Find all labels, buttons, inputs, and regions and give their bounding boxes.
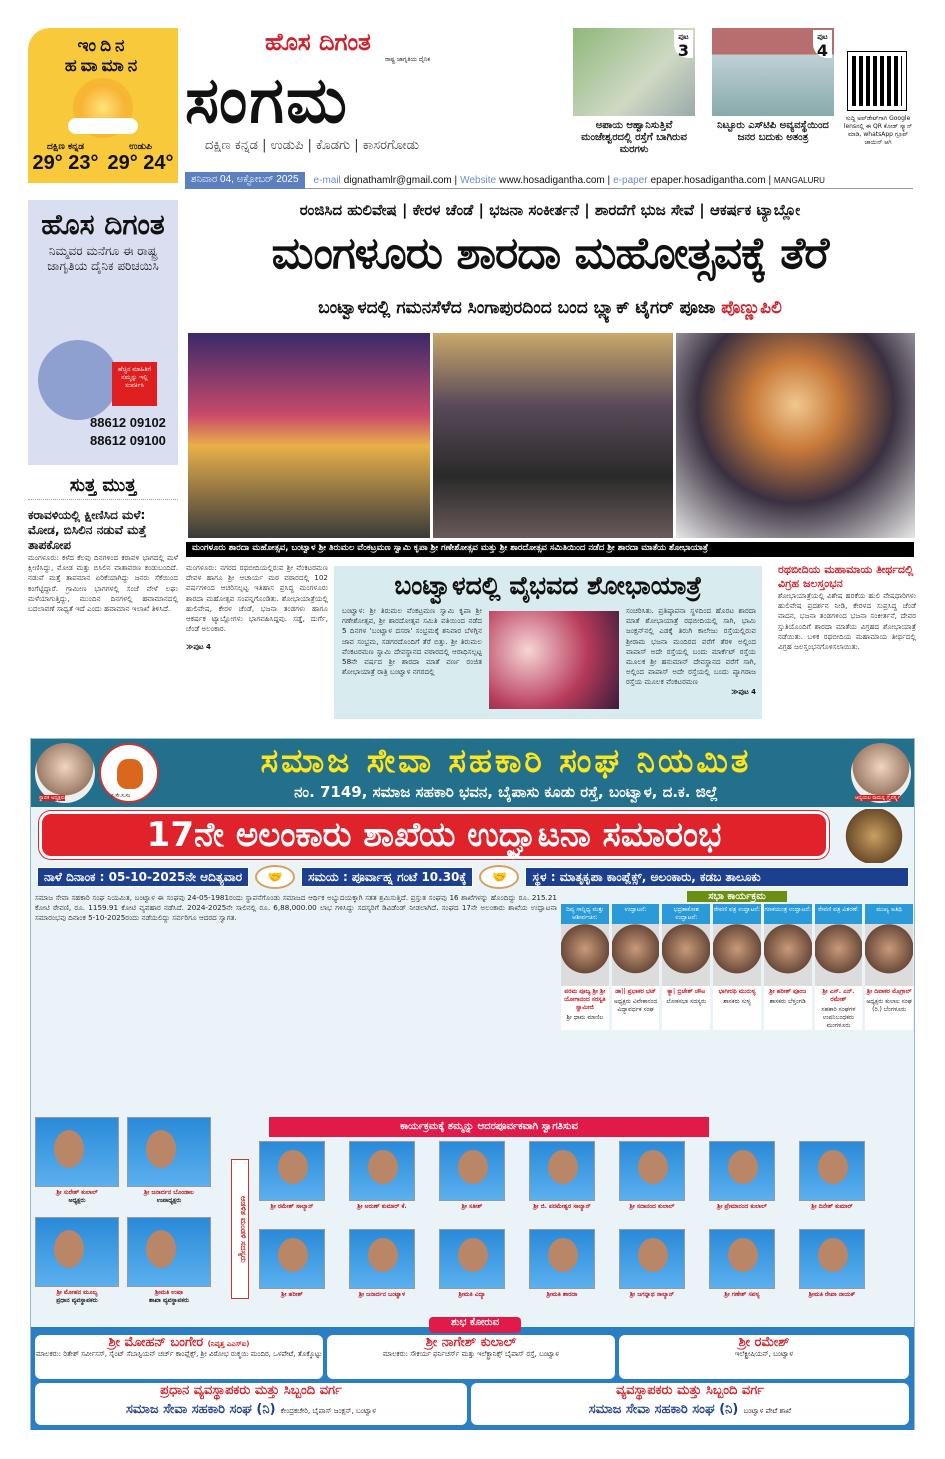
official-name: ಶ್ರೀಮತಿ ಉಷಾ — [154, 1289, 183, 1296]
org-name: ಸಮಾಜ ಸೇವಾ ಸಹಕಾರಿ ಸಂಘ ನಿಯಮಿತ — [260, 741, 752, 780]
director-card — [439, 1229, 505, 1299]
director-name: ಶ್ರೀಮತಿ ಶಾರದಾ — [546, 1291, 578, 1298]
director-card — [529, 1229, 595, 1299]
programme-guests — [561, 891, 913, 1030]
phone-number: 88612 09102 — [90, 415, 166, 430]
founder-portrait — [851, 743, 911, 803]
separator: | — [451, 174, 458, 186]
dateline — [185, 172, 913, 189]
cloud-icon — [68, 118, 138, 134]
director-photo — [619, 1229, 685, 1289]
director-photo — [529, 1141, 595, 1201]
weather-region — [32, 142, 98, 175]
teaser-page-3[interactable] — [573, 28, 695, 168]
page-badge — [813, 30, 832, 58]
portrait-label: ಆದ್ಯಯಲ ರಾಮನ್ನ ಗ್ರೈನರ್ಸ್ಕ್ಸ — [855, 795, 901, 801]
guest-role: ಮುಖ್ಯ ಅತಿಥಿ — [865, 904, 913, 924]
guest-card — [764, 904, 812, 1030]
official-role: ಶಾಖಾ ವ್ಯವಸ್ಥಾಪಕರು — [148, 1297, 190, 1304]
weather-title-line: ಹವಾಮಾನ — [64, 56, 142, 76]
org-address: ನಂ. 7149, ಸಮಾಜ ಸಹಕಾರಿ ಭವನ, ಬೈಪಾಸು ಕೂಡು ರಸ್ತೆ, ಬಂಟ್ವಾಳ, ದ.ಕ. ಜಿಲ್ಲೆ — [294, 783, 718, 801]
director-photo — [259, 1141, 325, 1201]
qr-caption: ಸುದ್ದಿ ಅಪ್‌ಡೇಟ್‌ಗಾಗಿ Google lensನಲ್ಲಿ ಈ QR ಕೋಡ್ ಸ್ಕ್ಯಾನ್ ಮಾಡಿ, whatsApp ಗ್ರೂಪ್ ಜಾಯಿನ್ ಆಗಿ — [843, 115, 913, 146]
region-name: ಉಡುಪಿ — [129, 142, 152, 152]
guest-photo — [865, 924, 913, 986]
official-photo — [35, 1217, 119, 1287]
teaser-photo — [712, 28, 834, 116]
qr-code[interactable] — [848, 52, 906, 110]
official-name: ಶ್ರೀ ಸುರೇಶ್ ಕುಲಾಲ್ — [56, 1189, 98, 1196]
director-name: ಶ್ರೀಮತಿ ರೇಖಾ ನಾಯಕ್ — [808, 1291, 856, 1298]
event-time: ಸಮಯ : ಪೂರ್ವಾಹ್ನ ಗಂಟೆ 10.30ಕ್ಕೆ — [301, 867, 473, 887]
epaper-label: e-paper — [613, 174, 648, 186]
lead-subhead — [185, 296, 915, 320]
guest-card — [865, 904, 913, 1030]
section-logo: ಸುತ್ತ ಮುತ್ತ — [28, 475, 178, 500]
story-column — [626, 606, 756, 697]
story-headline: ರಥಬೀದಿಯ ಮಹಾಮಾಯ ತೀರ್ಥದಲ್ಲಿ ವಿಗ್ರಹ ಜಲಸ್ತಂಭನ — [778, 563, 914, 590]
masthead-regions: ದಕ್ಷಿಣ ಕನ್ನಡ | ಉಡುಪಿ | ಕೊಡಗು | ಕಾಸರಗೋಡು — [205, 138, 420, 153]
director-name: ಶ್ರೀ ಪ್ರೇಮಾನಂದ ಕುಲಾಲ್ — [717, 1203, 767, 1210]
staff-box — [471, 1383, 909, 1425]
guest-photo — [764, 924, 812, 986]
guest-card — [713, 904, 761, 1030]
director-card — [709, 1141, 775, 1211]
welcome-banner: ಕಾರ್ಯಕ್ರಮಕ್ಕೆ ತಮ್ಮನ್ನು ಆದರಪೂರ್ವಕವಾಗಿ ಸ್ವಾಗತಿಸುವ — [269, 1117, 709, 1137]
staff-title: ಪ್ರಧಾನ ವ್ಯವಸ್ಥಾಪಕರು ಮತ್ತು ಸಿಬ್ಬಂದಿ ವರ್ಗ — [160, 1383, 342, 1398]
email-link[interactable]: dignathamlr@gmail.com — [343, 174, 452, 186]
board-label: ಆಡಳಿತ ಮಂಡಳಿ ಸದಸ್ಯರು — [231, 1159, 249, 1299]
subscribe-ad[interactable] — [28, 200, 178, 465]
sponsor-name: ಶ್ರೀ ರಮೇಶ್ — [738, 1335, 790, 1350]
guest-name: ಡಾ|| ಪ್ರಭಾಕರ ಭಟ್ — [615, 988, 656, 995]
director-name: ಶ್ರೀ ಜಿ. ಪರಮೇಶ್ವರ ಸಾಲ್ಯಾನ್ — [533, 1203, 591, 1210]
guest-photo — [561, 924, 609, 986]
teaser-photo — [573, 28, 695, 116]
page-badge — [674, 30, 693, 58]
guest-role: ಭದ್ರತಾಕೋಶ ಉದ್ಘಾಟನೆ: — [662, 904, 710, 924]
director-photo — [349, 1141, 415, 1201]
guest-desc: ಶ್ರೀ ಧಾಮ ಮಾಣಿಲ — [566, 1014, 604, 1021]
official-photo — [127, 1217, 211, 1287]
director-name: ಶ್ರೀ ಜನಾರ್ದನ ಬಂಟ್ವಾಳ — [358, 1291, 406, 1298]
date: ಶನಿವಾರ 04, ಅಕ್ಟೋಬರ್ 2025 — [185, 172, 305, 189]
society-emblem — [99, 743, 159, 803]
website-link[interactable]: www.hosadigantha.com — [499, 174, 605, 186]
guest-name: ಶ್ರೀ ಹರೀಶ್ ಪೂಂಜ — [769, 988, 807, 995]
director-name: ಶ್ರೀ ಸತೀಶ್ — [461, 1203, 483, 1210]
guest-card — [561, 904, 609, 1030]
staff-location: ಕೇಂದ್ರಕಚೇರಿ, ಬೈಪಾಸ್ ಜಂಕ್ಷನ್, ಬಂಟ್ವಾಳ — [280, 1407, 376, 1415]
photo-caption: ಮಂಗಳೂರು ಶಾರದಾ ಮಹೋತ್ಸವ, ಬಂಟ್ವಾಳ ಶ್ರೀ ತಿರುಮಲ ವೆಂಕಟ್ರಮಣ ಸ್ವಾಮಿ ಕೃಪಾ ಶ್ರೀ ಗಣೇಶೋತ್ಸವ ಮತ್ತು ಶ್ರೀ ಶಾರದೋತ್ಸವ ಸಮಿತಿಯಿಂದ ನಡೆದ ಶ್ರೀ ಶಾರದಾ ಮಾತೆಯ ಶೋಭಾಯಾತ್ರೆ — [186, 542, 914, 557]
director-name: ಶ್ರೀ ಗಣೇಶ್ ಸಪಳ್ಯ — [724, 1291, 760, 1298]
director-photo — [799, 1229, 865, 1289]
official-role: ಪ್ರಧಾನ ವ್ಯವಸ್ಥಾಪಕರು — [56, 1297, 98, 1304]
bantwal-story — [334, 566, 762, 719]
guest-photo — [713, 924, 761, 986]
handshake-icon: 🤝 — [255, 865, 295, 889]
guest-name: ಶ್ರೀ ಎಸ್. ಎನ್. ರಮೇಶ್ — [822, 988, 855, 1003]
guest-desc: ಅಧ್ಯಕ್ಷರು ವಿವೇಕಾನಂದ ವಿದ್ಯಾವರ್ಧಕ ಸಂಘ — [613, 998, 658, 1013]
teaser-page-4[interactable] — [712, 28, 834, 168]
story-headline: ಬಂಟ್ವಾಳದಲ್ಲಿ ವೈಭವದ ಶೋಭಾಯಾತ್ರೆ — [394, 571, 702, 600]
sponsor-desc: ಇಲೆಕ್ಟ್ರೀಷಿಯನ್, ಬಂಟ್ವಾಳ — [734, 1350, 794, 1358]
cyclist-illustration — [38, 340, 118, 420]
guest-desc: ಲೋಕಸಭಾ ಸದಸ್ಯರು — [666, 998, 707, 1005]
event-banner: 17ನೇ ಅಲಂಕಾರು ಶಾಖೆಯ ಉದ್ಘಾಟನಾ ಸಮಾರಂಭ — [39, 811, 829, 859]
director-card — [529, 1141, 595, 1211]
staff-title: ವ್ಯವಸ್ಥಾಪಕರು ಮತ್ತು ಸಿಬ್ಬಂದಿ ವರ್ಗ — [615, 1383, 764, 1398]
director-card — [619, 1141, 685, 1211]
director-photo — [439, 1229, 505, 1289]
story-photo — [489, 611, 619, 709]
official-card — [35, 1117, 119, 1205]
director-card — [619, 1229, 685, 1299]
subhead-highlight: ಪೊಣ್ಣುಪಿಲಿ — [721, 298, 782, 318]
right-story — [778, 563, 916, 652]
teaser-headline: ಅಪಾಯ ಆಹ್ವಾನಿಸುತ್ತಿವೆ ಮಂಜೇಶ್ವರದಲ್ಲಿ ರಸ್ತೆಗೆ ಬಾಗಿರುವ ಮರಗಳು — [581, 120, 687, 155]
weather-box — [28, 28, 178, 183]
director-name: ಶ್ರೀ ಸದಾನಂದ ಕುಲಾಲ್ — [629, 1203, 675, 1210]
official-card — [127, 1117, 211, 1205]
sponsor-box — [619, 1335, 909, 1379]
staff-org: ಸಮಾಜ ಸೇವಾ ಸಹಕಾರಿ ಸಂಘ (ನಿ) — [126, 1402, 276, 1417]
phone-number: 88612 09100 — [90, 433, 166, 448]
director-name: ಶ್ರೀ ರಮೇಶ್ ಸಾಲ್ಯಾನ್ — [270, 1203, 314, 1210]
lead-photo-3 — [676, 333, 915, 538]
director-photo — [799, 1141, 865, 1201]
director-photo — [259, 1229, 325, 1289]
guest-desc: ಶಾಸಕರು ಸುಳ್ಯ — [723, 998, 751, 1005]
staff-box — [35, 1383, 467, 1425]
masthead-title: ಸಂಗಮ — [185, 64, 349, 138]
suttamutta-column — [28, 475, 178, 614]
guest-desc: ಅಧ್ಯಕ್ಷರು ಕುಲಾಲ ಸಂಘ (ರಿ.) ಬೆಂಗಳೂರು — [866, 998, 912, 1013]
official-role: ಅಧ್ಯಕ್ಷರು — [68, 1197, 86, 1204]
sponsor-note: (ನಿವೃತ್ತ ಎಎಸ್‌ಐ) — [207, 1340, 250, 1348]
event-venue: ಸ್ಥಳ : ಮಾತೃಕೃಪಾ ಕಾಂಪ್ಲೆಕ್ಸ್, ಅಲಂಕಾರು, ಕಡಬ ತಾಲೂಕು — [525, 867, 909, 887]
sponsor-box — [35, 1335, 323, 1379]
ad-body-text: ಸಮಾಜ ಸೇವಾ ಸಹಕಾರಿ ಸಂಘ ನಿಯಮಿತ, ಬಂಟ್ವಾಳ ಈ ಸಂಘವು 24-05-1981ರಂದು ಸ್ಥಾಪನೆಗೊಂಡು ಸಮಾಜದ ಆರ್ಥಿಕ ಅಭ್ಯುದಯಕ್ಕಾಗಿ ಸತತ ಶ್ರಮಿಸುತ್ತಿದೆ. ಪ್ರಸ್ತುತ ಸಂಘವು 16 ಶಾಖೆಗಳನ್ನು ಹೊಂದಿದ್ದು ರೂ. 215.21 ಕೋಟಿ ಠೇವಣಿ, ರೂ. 1159.91 ಕೋಟಿ ವ್ಯವಹಾರ ನಡೆಸಿದೆ. 2024-2025ನೇ ಸಾಲಿನಲ್ಲಿ ರೂ. 6,88,000.00 ಲಾಭ ಗಳಿಸಿದ್ದು ಸದಸ್ಯರಿಗೆ ಡಿವಿಡೆಂಡ್ ನೀಡಲಾಗಿದೆ. ಸಂಘದ 17ನೇ ಅಲಂಕಾರು ಶಾಖೆಯ ಉದ್ಘಾಟನಾ ಸಮಾರಂಭವು ದಿನಾಂಕ 5-10-2025ರಂದು ನಡೆಯಲಿದ್ದು ಸರ್ವರಿಗೂ ಆದರದ ಸ್ವಾಗತ. — [35, 893, 557, 923]
greeting-label: ಶುಭ ಕೋರುವ — [429, 1317, 521, 1333]
guest-photo — [815, 924, 863, 986]
director-card — [799, 1141, 865, 1211]
masthead-tagline: ರಾಷ್ಟ್ರ ಜಾಗೃತಿಯ ದೈನಿಕ — [385, 56, 431, 63]
director-card — [439, 1141, 505, 1211]
subhead-text: ಬಂಟ್ವಾಳದಲ್ಲಿ ಗಮನಸೆಳೆದ ಸಿಂಗಾಪುರದಿಂದ ಬಂದ ಬ್ಲ್ಯಾಕ್ ಟೈಗರ್ ಪೂಜಾ — [318, 298, 716, 318]
director-photo — [709, 1141, 775, 1201]
story-body: ಮಂಗಳೂರು: ಕಳೆದ ಕೆಲವು ದಿನಗಳಿಂದ ಕರಾವಳಿ ಭಾಗದಲ್ಲಿ ಮಳೆ ಕ್ಷೀಣಿಸಿದ್ದು, ಮೋಡ ಮತ್ತು ಬಿಸಿಲಿನ ವಾತಾವರಣ ಕಂಡುಬಂದಿದೆ. ನಡುವೆ ಮತ್ತೆ ತಾಪಮಾನ ಏರಿಕೆಯಾಗಿದ್ದು ಜನರು ಸೆಕೆಯಿಂದ ಕಂಗೆಟ್ಟಿದ್ದಾರೆ. ಗ್ರಾಮೀಣ ಭಾಗಗಳಲ್ಲಿ ಸಂಜೆ ವೇಳೆ ಲಘು ಮಳೆಯಾಗುತ್ತಿದ್ದು, ಮುಂದಿನ ದಿನಗಳಲ್ಲಿ ಹವಾಮಾನದಲ್ಲಿ ಬದಲಾವಣೆ ಸಾಧ್ಯತೆ ಇದೆ ಎಂದು ಹವಾಮಾನ ಇಲಾಖೆ ತಿಳಿಸಿದೆ. — [28, 553, 178, 614]
staff-location: ಬಂಟ್ವಾಳ ಪೇಟೆ ಶಾಖೆ — [743, 1407, 792, 1415]
website-label: Website — [460, 174, 497, 186]
page-label: ಪುಟ — [678, 33, 689, 41]
sponsor-name: ಶ್ರೀ ನಾಗೇಶ್ ಕುಲಾಲ್ — [425, 1335, 517, 1350]
continued-link[interactable]: ≫ಪುಟ 4 — [731, 687, 756, 696]
page-number: 3 — [677, 41, 689, 60]
guest-desc: ಸಹಕಾರಿ ಸಂಘಗಳ ಉಪನಿಬಂಧಕರು ಮಂಗಳೂರು — [821, 1006, 856, 1029]
separator: | — [765, 174, 774, 186]
lead-story — [186, 563, 328, 653]
official-card — [127, 1217, 211, 1305]
lead-photo-2 — [433, 333, 673, 538]
director-photo — [619, 1141, 685, 1201]
director-name: ಶ್ರೀ ಜಗನ್ನಾಥ ಸಾಲ್ಯಾನ್ — [629, 1291, 675, 1298]
lamp-illustration — [836, 809, 912, 863]
director-card — [349, 1141, 415, 1211]
continued-link[interactable]: ≫ಪುಟ 4 — [186, 643, 211, 652]
guest-name: ಪರಮ ಪೂಜ್ಯ ಶ್ರೀ ಶ್ರೀ ಯೋಗಾನಂದ ಸರಸ್ವತಿ ಸ್ವಾಮೀಜಿ — [564, 988, 606, 1011]
portrait-label: ಸ್ಥಾಪಕ ಅಧ್ಯಕ್ಷರು — [39, 795, 66, 801]
weather-title-line: ಇಂದಿನ — [77, 36, 129, 56]
ad-tagline: ನಿಮ್ಮವರ ಮನೆಗೂ ಈ ರಾಷ್ಟ್ರ ಜಾಗೃತಿಯ ದೈನಿಕ ಪರಿಚಯಿಸಿ — [47, 244, 159, 273]
staff-org: ಸಮಾಜ ಸೇವಾ ಸಹಕಾರಿ ಸಂಘ (ನಿ) — [588, 1402, 739, 1417]
director-photo — [709, 1229, 775, 1289]
page-number: 4 — [816, 41, 828, 60]
director-card — [709, 1229, 775, 1299]
lead-headline: ಮಂಗಳೂರು ಶಾರದಾ ಮಹೋತ್ಸವಕ್ಕೆ ತೆರೆ — [271, 228, 829, 279]
weather-region — [107, 142, 173, 175]
guest-card — [815, 904, 863, 1030]
director-name: ಶ್ರೀಮತಿ ವಿದ್ಯಾ — [458, 1291, 486, 1298]
director-photo — [349, 1229, 415, 1289]
guest-role: ಠೇವಣಿ ಪತ್ರ ವಿತರಣೆ: — [815, 904, 863, 924]
guest-desc: ಶಾಸಕರು ಬೆಳ್ತಂಗಡಿ — [769, 998, 806, 1005]
lead-kicker: ರಂಜಿಸಿದ ಹುಲಿವೇಷ | ಕೇರಳ ಚೆಂಡೆ | ಭಜನಾ ಸಂಕೀರ್ತನೆ | ಶಾರದೆಗೆ ಭುಜ ಸೇವೆ | ಆಕರ್ಷಕ ಟ್ಯಾಬ್ಲೋ — [299, 201, 801, 219]
story-body: ಸಂಚರಿಸಿತು. ಪ್ರತಿಷ್ಠಾಪನಾ ಸ್ಥಳದಿಂದ ಹೊರಟ ಶಾರದಾ ಮಾತೆ ಶೋಭಾಯಾತ್ರೆ ರಥಬೀದಿಯಲ್ಲಿ ಸಾಗಿ, ಭಾಮಿ ಜಂಕ್ಷನ್‌ನಲ್ಲಿ ಎಡಕ್ಕೆ ತಿರುಗಿ ಕಾಲೇಜು ರಸ್ತೆಯಲ್ಲಿರುವ ಶ್ರೀರಾಮ ಭಜನಾ ಮಂದಿರದ ವರೆಗೆ ತೆರಳಿ ಅಲ್ಲಿಂದ ವಾಪಾಸ್ ಅದೇ ರಸ್ತೆಯಲ್ಲಿ ಬಂದು ಮಾರ್ಕೆಟ್ ರಸ್ತೆಯ ಮೂಲಕ ಶ್ರೀ ಹನುಮಾನ್ ದೇವಸ್ಥಾನದ ವರೆಗೆ ಸಾಗಿ, ಅಲ್ಲಿಂದ ವಾಪಾಸ್ ಅದೇ ರಸ್ತೆಯಲ್ಲಿ ಬಂದು ಪ್ಯಾಗರಾಜ ರಸ್ತೆಯ ಮೂಲಕ ವೆಂಕಟರಮಣ — [626, 606, 756, 687]
official-card — [35, 1217, 119, 1305]
weather-title — [28, 36, 178, 76]
guest-role: ಗಣಕಯಂತ್ರ ಉದ್ಘಾಟನೆ: — [764, 904, 812, 924]
official-photo — [35, 1117, 119, 1187]
programme-title: ಸಭಾ ಕಾರ್ಯಕ್ರಮ — [687, 891, 787, 902]
region-temps: 29° 24° — [107, 152, 174, 174]
ad-logo: ಹೊಸ ದಿಗಂತ — [41, 208, 165, 241]
director-photo — [439, 1141, 505, 1201]
sponsor-desc: ಮಾಲಕರು: ರಿತೇಶ್ ಸರ್ವೀಸಸ್, ಸೈಂಟ್ ಸೆಬಾಸ್ಟಿಯನ್ ಚರ್ಚ್ ಕಾಂಪ್ಲೆಕ್ಸ್, ಶ್ರೀ ವಿಠೋಭ ರುಕ್ಮಯಿ ಮಂದಿರ, ಒಳಪೇಟೆ, ತೊಕ್ಕೊಟ್ಟು — [35, 1350, 323, 1358]
guest-name: ಕ್ಯಾ| ಬ್ರಿಜೇಶ್ ಚೌಟ — [667, 988, 706, 995]
ad-header — [31, 739, 914, 807]
director-name: ಶ್ರೀ ಹರೀಶ್ — [281, 1291, 303, 1298]
guest-list — [561, 904, 913, 1030]
event-info-bar — [37, 865, 909, 889]
guest-photo — [662, 924, 710, 986]
teaser-headline: ನಿಟ್ಟೂರು ಎಸ್‌ಟಿಪಿ ಅವ್ಯವಸ್ಥೆಯಿಂದ ಜನರ ಬದುಕು ಅತಂತ್ರ — [717, 120, 829, 143]
emblem-label: ಸ.ಸೇ.ಸ.ಸಂ — [111, 793, 131, 799]
director-card — [259, 1141, 325, 1211]
guest-role: ಉದ್ಘಾಟನೆ: — [612, 904, 660, 924]
guest-role: ದಿವ್ಯ ಸಾನ್ನಿಧ್ಯ ಮತ್ತು ಆಶೀರ್ವಚನ: — [561, 904, 609, 924]
guest-name: ಶ್ರೀ ದಿವಾಕರ ಮೊಗ್ರಾಲ್ — [866, 988, 912, 995]
director-card — [259, 1229, 325, 1299]
masthead-top-logo: ಹೊಸ ದಿಗಂತ — [265, 28, 371, 56]
official-name: ಶ್ರೀ ಜನಾರ್ದನ ಬೊಂಡಾಲ — [144, 1189, 194, 1196]
story-body: ಬಂಟ್ವಾಳ: ಶ್ರೀ ತಿರುಮಲ ವೆಂಕಟ್ರಮಣ ಸ್ವಾಮಿ ಕೃಪಾ ಶ್ರೀ ಗಣೇಶೋತ್ಸವ, ಶ್ರೀ ಶಾರದೋತ್ಸವ ಸಮಿತಿ ವತಿಯಿಂದ ನಡೆದ 5 ದಿನಗಳ 'ಬಂಟ್ವಾಳ ದಸರಾ' ಸಂಭ್ರಮಕ್ಕೆ ಶನಿವಾರ ಬೆಳಗ್ಗಿನ ಜಾವ ಸಂಭ್ರಮ, ಸಡಗರದೊಂದಿಗೆ ತೆರೆ ಬಿತ್ತು. ಶ್ರೀ ತಿರುಮಲ ವೆಂಕಟರಮಣ ಸ್ವಾಮಿ ದೇವಸ್ಥಾನದ ವಠಾರದಲ್ಲಿ ಆರಾಧಿಸಲ್ಪಟ್ಟ 58ನೇ ವರ್ಷದ ಶ್ರೀ ಶಾರದಾ ಮಾತೆ ವರ್ಣ ರಂಜಿತ ಶೋಭಾಯಾತ್ರೆ ರಾತ್ರಿ ಬಂಟ್ವಾಳ ನಗರದಲ್ಲಿ — [342, 606, 482, 677]
region-name: ದಕ್ಷಿಣ ಕನ್ನಡ — [47, 142, 84, 152]
greetings-section — [31, 1327, 914, 1430]
ad-contact-label: ಹೆಚ್ಚಿನ ಮಾಹಿತಿಗೆ ನಮ್ಮನ್ನು ಇಲ್ಲಿ ಸಂಪರ್ಕಿಸಿ — [112, 362, 157, 406]
masthead — [185, 28, 565, 168]
cooperative-advertisement — [30, 738, 915, 1430]
guest-card — [612, 904, 660, 1030]
director-name: ಶ್ರೀ ದಿನೇಶ್ ಕುಮಾರ್ — [811, 1203, 853, 1210]
edition-city: MANGALURU — [773, 175, 825, 185]
page-label: ಪುಟ — [817, 33, 828, 41]
lead-photo-1 — [188, 333, 430, 538]
epaper-link[interactable]: epaper.hosadigantha.com — [650, 174, 766, 186]
founder-portrait — [35, 743, 95, 803]
guest-name: ಭಾಗೀರಥಿ ಮುರುಳ್ಯ — [718, 988, 756, 995]
region-temps: 29° 23° — [32, 152, 99, 174]
guest-role: ಠೇವಣಿ ಪತ್ರ ಉದ್ಘಾಟನೆ: — [713, 904, 761, 924]
official-photo — [127, 1117, 211, 1187]
handshake-icon: 🤝 — [479, 865, 519, 889]
event-date: ನಾಳೆ ದಿನಾಂಕ : 05-10-2025ನೇ ಆದಿತ್ಯವಾರ — [37, 867, 249, 887]
sponsor-box — [327, 1335, 615, 1379]
official-name: ಶ್ರೀ ಮೋಹನ ಮೂಲ್ಯ — [56, 1289, 98, 1296]
guest-photo — [612, 924, 660, 986]
director-card — [799, 1229, 865, 1299]
email-label: e-mail — [313, 174, 341, 186]
sponsor-name: ಶ್ರೀ ಮೋಹನ್ ಬಂಗೇರ — [108, 1335, 204, 1350]
director-name: ಶ್ರೀ ಅರುಣ್ ಕುಮಾರ್ ಕೆ. — [357, 1203, 407, 1210]
director-card — [349, 1229, 415, 1299]
sponsor-desc: ಮಾಲಕರು: ಸೌಕರ್ಯ ಫರ್ನಿಚರ್ಸ್ ಮತ್ತು ಇಲೆಕ್ಟ್ರಾನಿಕ್ಸ್ ಬೈಪಾಸ್ ರಸ್ತೆ, ಬಂಟ್ವಾಳ — [382, 1350, 560, 1358]
guest-card — [662, 904, 710, 1030]
story-body: ಶೋಭಾಯಾತ್ರೆಯಲ್ಲಿ ವಿಶೇಷ ಹರಕೆಯ ಹುಲಿ ವೇಷಧಾರಿಗಳು ಹುಲಿವೇಷ ಪ್ರದರ್ಶನ ನೀಡಿ, ಕೇರಳದ ಸುಪ್ರಸಿದ್ಧ ಚೆಂಡೆ ವಾದನ, ಭಜನಾ ತಂಡಗಳಿಂದ ಭಜನಾ ಸಂಕೀರ್ತನೆ, ದೇವರ ಸ್ತುತಿಯೊಂದಿಗೆ ಶಾರದಾ ಮಾತೆಯ ವಿಗ್ರಹದ ಶೋಭಾಯಾತ್ರೆ ನಡೆಯಿತು. ಬಳಿಕ ರಥಬೀದಿಯ ಮಹಾಮಾಯ ತೀರ್ಥದಲ್ಲಿ ವಿಗ್ರಹ ಜಲಸ್ತಂಭನಗೊಳಿಸಲಾಯಿತು. — [778, 591, 916, 652]
story-headline: ಕರಾವಳಿಯಲ್ಲಿ ಕ್ಷೀಣಿಸಿದ ಮಳೆ: ಮೋಡ, ಬಿಸಿಲಿನ ನಡುವೆ ಮತ್ತೆ ತಾಪಕೋಪ — [28, 508, 147, 552]
director-photo — [529, 1229, 595, 1289]
story-body: ಮಂಗಳೂರು: ನಗರದ ರಥಬೀದಿಯಲ್ಲಿರುವ ಶ್ರೀ ವೆಂಕಟರಮಣ ದೇವಳ ಹಾಗೂ ಶ್ರೀ ಆಚಾರ್ಯ ಮಠ ವಠಾರದಲ್ಲಿ 102 ವರ್ಷಗಳಿಂದ ಆಚರಿಸಲ್ಪಟ್ಟ ಇತಿಹಾಸ ಪ್ರಸಿದ್ಧ ಮಂಗಳೂರು ಶಾರದಾ ಮಹೋತ್ಸವ ಸಂಪನ್ನಗೊಂಡಿತು. ಶೋಭಾಯಾತ್ರೆಯಲ್ಲಿ ಹುಲಿವೇಷ, ಕೇರಳ ಚೆಂಡೆ, ಭಜನಾ ತಂಡಗಳು ಹಾಗೂ ಆಕರ್ಷಕ ಟ್ಯಾಬ್ಲೋಗಳು ಭಾಗವಹಿಸಿದ್ದವು. ಸಡ್ಡೆ, ದುರ್ಗೆ, ಚೆಂಡೆ ಅಲಂಕಾರ. — [186, 563, 328, 634]
official-role: ಉಪಾಧ್ಯಕ್ಷರು — [156, 1197, 182, 1204]
separator: | — [604, 174, 611, 186]
